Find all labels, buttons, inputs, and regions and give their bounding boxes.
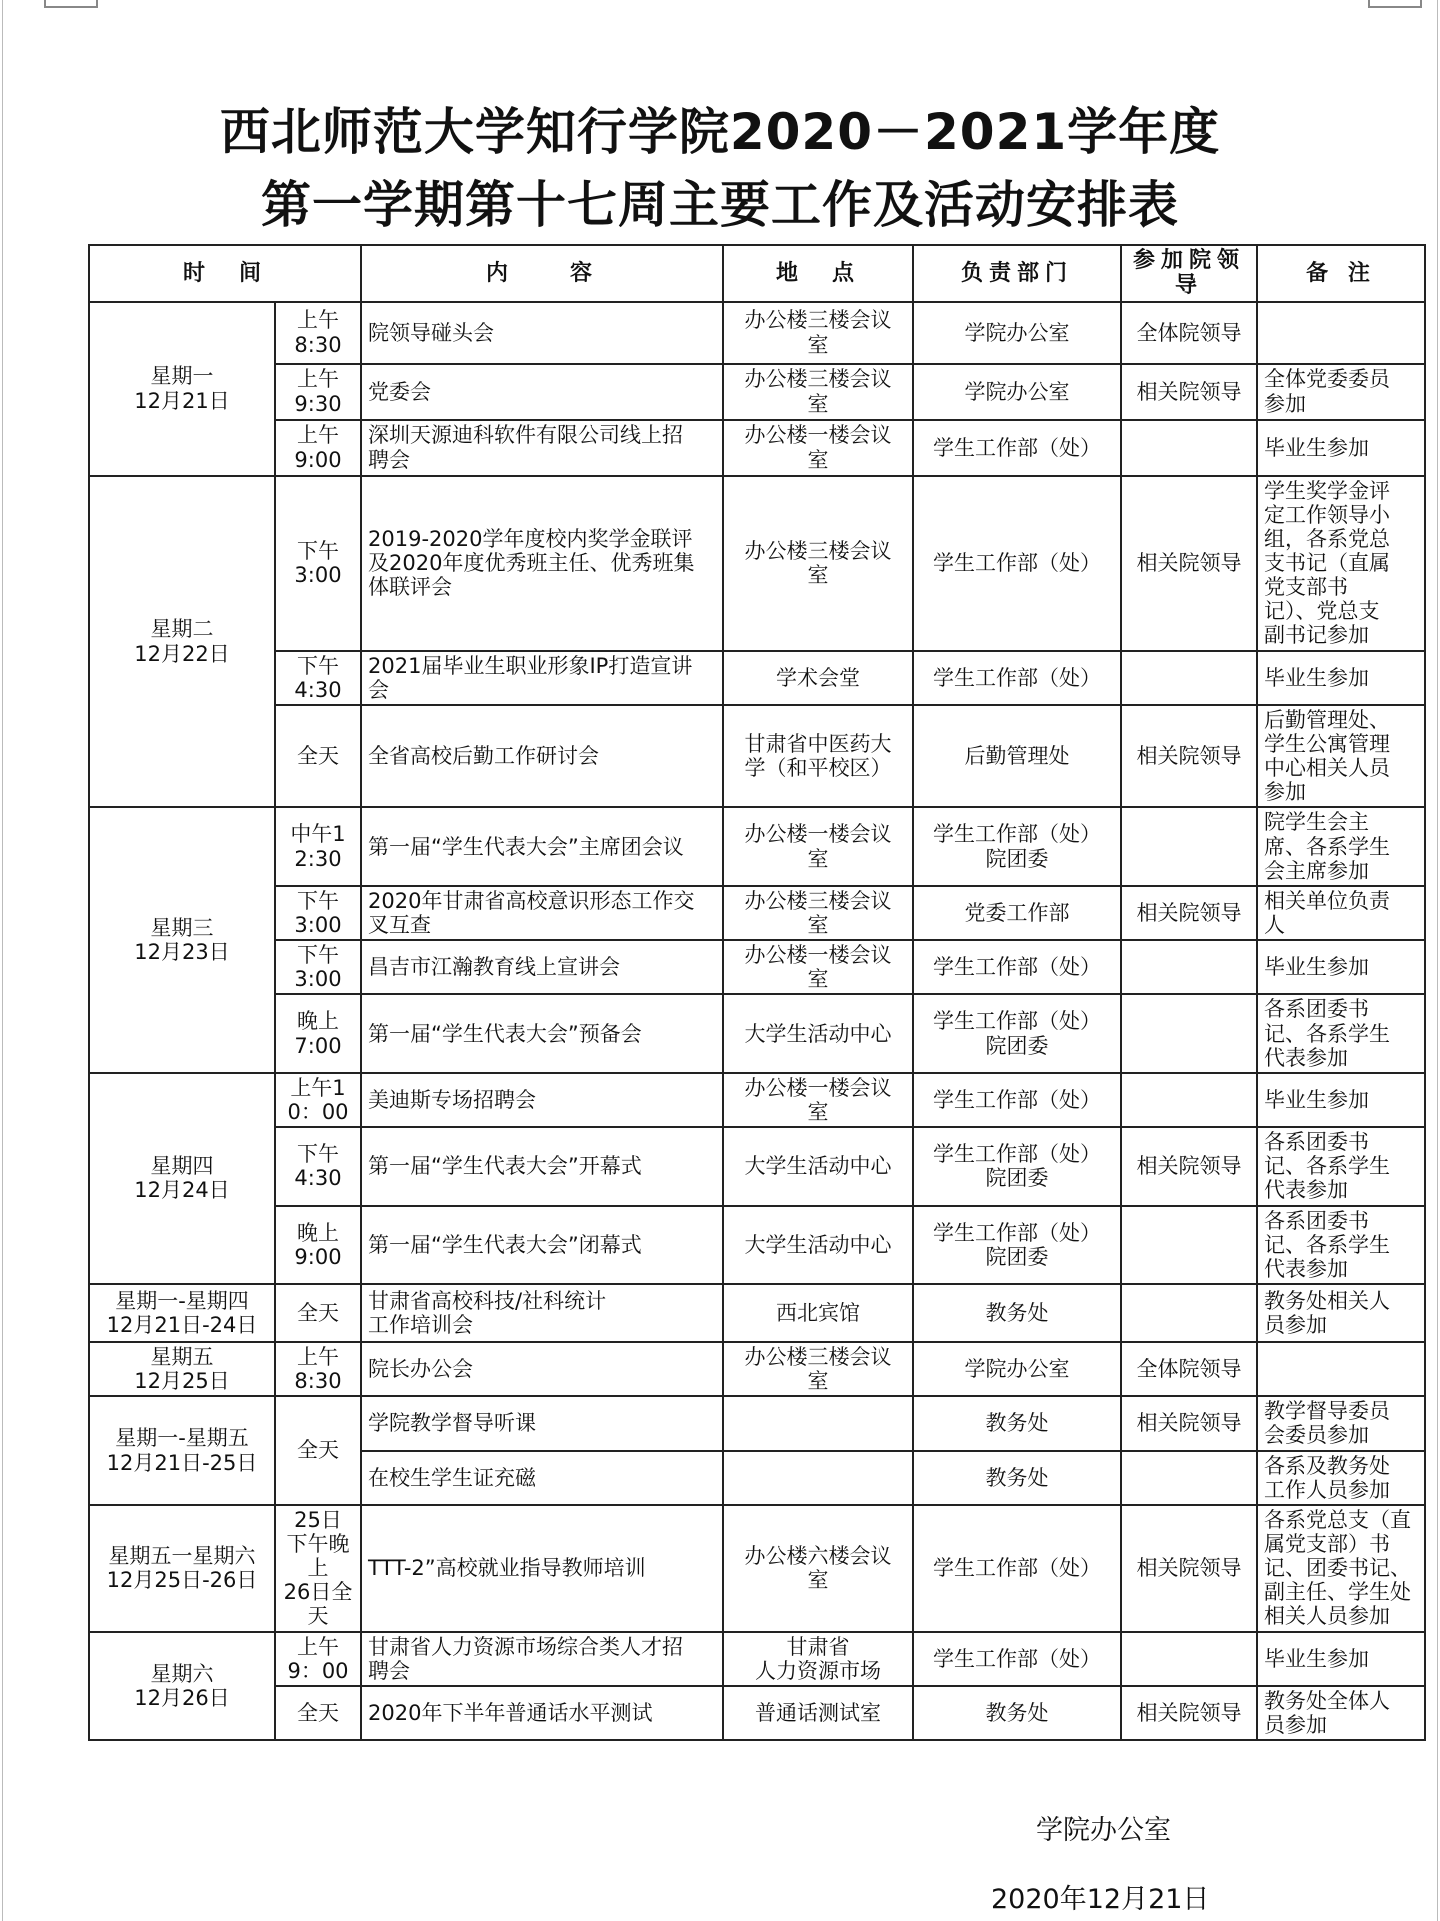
table-row xyxy=(89,1505,1425,1632)
table-row xyxy=(89,420,1425,476)
page-title-line-1: 西北师范大学知行学院2020－2021学年度 xyxy=(219,103,1221,161)
crop-mark-left xyxy=(44,0,98,8)
remarks-cell: 教务处相关人 员参加 xyxy=(1257,1284,1425,1342)
leaders-cell: 全体院领导 xyxy=(1121,302,1257,364)
content-cell: 2020年下半年普通话水平测试 xyxy=(361,1686,723,1740)
time-cell: 晚上 7:00 xyxy=(275,994,361,1072)
leaders-cell: 相关院领导 xyxy=(1121,705,1257,808)
table-row xyxy=(89,476,1425,651)
day-cell: 星期六 12月26日 xyxy=(89,1632,275,1741)
leaders-cell xyxy=(1121,940,1257,994)
location-cell: 办公楼六楼会议 室 xyxy=(723,1505,913,1632)
time-cell: 下午 4:30 xyxy=(275,1127,361,1205)
time-cell: 上午 8:30 xyxy=(275,1342,361,1396)
table-row xyxy=(89,705,1425,808)
day-cell: 星期五 12月25日 xyxy=(89,1342,275,1396)
content-cell: 甘肃省高校科技/社科统计 工作培训会 xyxy=(361,1284,723,1342)
day-cell: 星期四 12月24日 xyxy=(89,1073,275,1284)
time-cell: 中午1 2:30 xyxy=(275,807,361,885)
day-cell: 星期三 12月23日 xyxy=(89,807,275,1072)
table-row xyxy=(89,651,1425,705)
header-content: 内 容 xyxy=(361,245,723,302)
time-cell: 全天 xyxy=(275,705,361,808)
leaders-cell xyxy=(1121,1284,1257,1342)
leaders-cell: 相关院领导 xyxy=(1121,1127,1257,1205)
time-cell: 上午1 0：00 xyxy=(275,1073,361,1127)
content-cell: 在校生学生证充磁 xyxy=(361,1451,723,1505)
remarks-cell: 后勤管理处、 学生公寓管理 中心相关人员 参加 xyxy=(1257,705,1425,808)
time-cell: 25日 下午晚上 26日全天 xyxy=(275,1505,361,1632)
remarks-cell: 相关单位负责 人 xyxy=(1257,886,1425,940)
location-cell: 办公楼一楼会议 室 xyxy=(723,420,913,476)
content-cell: 昌吉市江瀚教育线上宣讲会 xyxy=(361,940,723,994)
leaders-cell: 相关院领导 xyxy=(1121,476,1257,651)
leaders-cell xyxy=(1121,1206,1257,1284)
leaders-cell xyxy=(1121,420,1257,476)
content-cell: 第一届“学生代表大会”闭幕式 xyxy=(361,1206,723,1284)
content-cell: 院领导碰头会 xyxy=(361,302,723,364)
location-cell: 办公楼三楼会议 室 xyxy=(723,302,913,364)
location-cell xyxy=(723,1396,913,1450)
table-row xyxy=(89,302,1425,364)
content-cell: TTT-2”高校就业指导教师培训 xyxy=(361,1505,723,1632)
location-cell: 大学生活动中心 xyxy=(723,1127,913,1205)
table-row xyxy=(89,1686,1425,1740)
leaders-cell: 相关院领导 xyxy=(1121,886,1257,940)
table-row xyxy=(89,1632,1425,1686)
location-cell: 甘肃省中医药大 学（和平校区） xyxy=(723,705,913,808)
department-cell: 学院办公室 xyxy=(913,364,1121,420)
page-edge-right xyxy=(1437,0,1438,1921)
time-cell: 下午 3:00 xyxy=(275,886,361,940)
leaders-cell: 相关院领导 xyxy=(1121,1686,1257,1740)
department-cell: 后勤管理处 xyxy=(913,705,1121,808)
page-edge-left xyxy=(2,0,3,1921)
location-cell: 办公楼一楼会议 室 xyxy=(723,1073,913,1127)
day-cell: 星期一-星期五 12月21日-25日 xyxy=(89,1396,275,1505)
content-cell: 美迪斯专场招聘会 xyxy=(361,1073,723,1127)
time-cell: 全天 xyxy=(275,1284,361,1342)
content-cell: 第一届“学生代表大会”预备会 xyxy=(361,994,723,1072)
location-cell: 办公楼三楼会议 室 xyxy=(723,1342,913,1396)
day-cell: 星期二 12月22日 xyxy=(89,476,275,808)
remarks-cell: 各系及教务处 工作人员参加 xyxy=(1257,1451,1425,1505)
time-cell: 上午 9:00 xyxy=(275,420,361,476)
content-cell: 全省高校后勤工作研讨会 xyxy=(361,705,723,808)
table-row xyxy=(89,886,1425,940)
leaders-cell: 相关院领导 xyxy=(1121,1396,1257,1450)
remarks-cell: 全体党委委员 参加 xyxy=(1257,364,1425,420)
time-cell: 上午 9:30 xyxy=(275,364,361,420)
location-cell: 办公楼三楼会议 室 xyxy=(723,476,913,651)
location-cell: 学术会堂 xyxy=(723,651,913,705)
department-cell: 学生工作部（处） 院团委 xyxy=(913,1206,1121,1284)
remarks-cell: 毕业生参加 xyxy=(1257,940,1425,994)
remarks-cell: 各系团委书 记、各系学生 代表参加 xyxy=(1257,1127,1425,1205)
remarks-cell: 教务处全体人 员参加 xyxy=(1257,1686,1425,1740)
remarks-cell: 毕业生参加 xyxy=(1257,420,1425,476)
leaders-cell xyxy=(1121,1451,1257,1505)
department-cell: 学生工作部（处） xyxy=(913,651,1121,705)
day-cell: 星期一-星期四 12月21日-24日 xyxy=(89,1284,275,1342)
table-row xyxy=(89,1073,1425,1127)
time-cell: 上午 9：00 xyxy=(275,1632,361,1686)
table-row xyxy=(89,940,1425,994)
department-cell: 学生工作部（处） 院团委 xyxy=(913,1127,1121,1205)
day-cell: 星期五一星期六 12月25日-26日 xyxy=(89,1505,275,1632)
location-cell: 办公楼一楼会议 室 xyxy=(723,807,913,885)
department-cell: 学生工作部（处） xyxy=(913,476,1121,651)
department-cell: 教务处 xyxy=(913,1686,1121,1740)
header-time: 时 间 xyxy=(89,245,361,302)
day-cell: 星期一 12月21日 xyxy=(89,302,275,476)
leaders-cell xyxy=(1121,994,1257,1072)
location-cell: 大学生活动中心 xyxy=(723,1206,913,1284)
content-cell: 深圳天源迪科软件有限公司线上招 聘会 xyxy=(361,420,723,476)
footer-date: 2020年12月21日 xyxy=(991,1884,1210,1915)
department-cell: 学院办公室 xyxy=(913,302,1121,364)
content-cell: 2019-2020学年度校内奖学金联评 及2020年度优秀班主任、优秀班集 体联评会 xyxy=(361,476,723,651)
content-cell: 党委会 xyxy=(361,364,723,420)
table-row xyxy=(89,1396,1425,1450)
table-row xyxy=(89,364,1425,420)
time-cell: 晚上 9:00 xyxy=(275,1206,361,1284)
table-row xyxy=(89,1206,1425,1284)
time-cell: 全天 xyxy=(275,1396,361,1505)
schedule-body xyxy=(89,302,1425,1740)
location-cell: 办公楼三楼会议 室 xyxy=(723,364,913,420)
remarks-cell: 毕业生参加 xyxy=(1257,1632,1425,1686)
location-cell: 办公楼三楼会议 室 xyxy=(723,886,913,940)
leaders-cell xyxy=(1121,1073,1257,1127)
time-cell: 全天 xyxy=(275,1686,361,1740)
table-row xyxy=(89,1342,1425,1396)
department-cell: 学生工作部（处） 院团委 xyxy=(913,994,1121,1072)
remarks-cell xyxy=(1257,1342,1425,1396)
remarks-cell: 教学督导委员 会委员参加 xyxy=(1257,1396,1425,1450)
remarks-cell: 院学生会主 席、各系学生 会主席参加 xyxy=(1257,807,1425,885)
leaders-cell: 全体院领导 xyxy=(1121,1342,1257,1396)
remarks-cell: 各系团委书 记、各系学生 代表参加 xyxy=(1257,994,1425,1072)
leaders-cell: 相关院领导 xyxy=(1121,1505,1257,1632)
remarks-cell: 各系党总支（直 属党支部）书 记、团委书记、 副主任、学生处 相关人员参加 xyxy=(1257,1505,1425,1632)
table-row xyxy=(89,807,1425,885)
header-leaders: 参加院领导 xyxy=(1121,245,1257,302)
time-cell: 上午 8:30 xyxy=(275,302,361,364)
table-row xyxy=(89,994,1425,1072)
remarks-cell: 毕业生参加 xyxy=(1257,651,1425,705)
leaders-cell xyxy=(1121,807,1257,885)
department-cell: 学生工作部（处） xyxy=(913,1073,1121,1127)
location-cell: 办公楼一楼会议 室 xyxy=(723,940,913,994)
location-cell: 西北宾馆 xyxy=(723,1284,913,1342)
location-cell: 甘肃省 人力资源市场 xyxy=(723,1632,913,1686)
department-cell: 学院办公室 xyxy=(913,1342,1121,1396)
time-cell: 下午 3:00 xyxy=(275,476,361,651)
content-cell: 2020年甘肃省高校意识形态工作交 叉互查 xyxy=(361,886,723,940)
department-cell: 学生工作部（处） xyxy=(913,940,1121,994)
department-cell: 学生工作部（处） xyxy=(913,1505,1121,1632)
content-cell: 学院教学督导听课 xyxy=(361,1396,723,1450)
crop-mark-right xyxy=(1368,0,1422,8)
content-cell: 院长办公会 xyxy=(361,1342,723,1396)
remarks-cell xyxy=(1257,302,1425,364)
content-cell: 第一届“学生代表大会”开幕式 xyxy=(361,1127,723,1205)
remarks-cell: 毕业生参加 xyxy=(1257,1073,1425,1127)
location-cell: 大学生活动中心 xyxy=(723,994,913,1072)
department-cell: 教务处 xyxy=(913,1451,1121,1505)
time-cell: 下午 4:30 xyxy=(275,651,361,705)
footer-office: 学院办公室 xyxy=(1036,1815,1171,1846)
header-remarks: 备 注 xyxy=(1257,245,1425,302)
content-cell: 第一届“学生代表大会”主席团会议 xyxy=(361,807,723,885)
remarks-cell: 各系团委书 记、各系学生 代表参加 xyxy=(1257,1206,1425,1284)
leaders-cell xyxy=(1121,651,1257,705)
content-cell: 甘肃省人力资源市场综合类人才招 聘会 xyxy=(361,1632,723,1686)
location-cell xyxy=(723,1451,913,1505)
leaders-cell xyxy=(1121,1632,1257,1686)
department-cell: 学生工作部（处） xyxy=(913,420,1121,476)
department-cell: 教务处 xyxy=(913,1284,1121,1342)
remarks-cell: 学生奖学金评 定工作领导小 组，各系党总 支书记（直属 党支部书 记）、党总支 副书记参加 xyxy=(1257,476,1425,651)
time-cell: 下午 3:00 xyxy=(275,940,361,994)
content-cell: 2021届毕业生职业形象IP打造宣讲 会 xyxy=(361,651,723,705)
header-row xyxy=(89,245,1425,302)
location-cell: 普通话测试室 xyxy=(723,1686,913,1740)
header-department: 负责部门 xyxy=(913,245,1121,302)
leaders-cell: 相关院领导 xyxy=(1121,364,1257,420)
department-cell: 学生工作部（处） 院团委 xyxy=(913,807,1121,885)
department-cell: 教务处 xyxy=(913,1396,1121,1450)
header-location: 地 点 xyxy=(723,245,913,302)
schedule-table xyxy=(88,244,1426,1741)
table-row xyxy=(89,1284,1425,1342)
page-title-line-2: 第一学期第十七周主要工作及活动安排表 xyxy=(261,176,1179,234)
department-cell: 党委工作部 xyxy=(913,886,1121,940)
table-row xyxy=(89,1127,1425,1205)
department-cell: 学生工作部（处） xyxy=(913,1632,1121,1686)
